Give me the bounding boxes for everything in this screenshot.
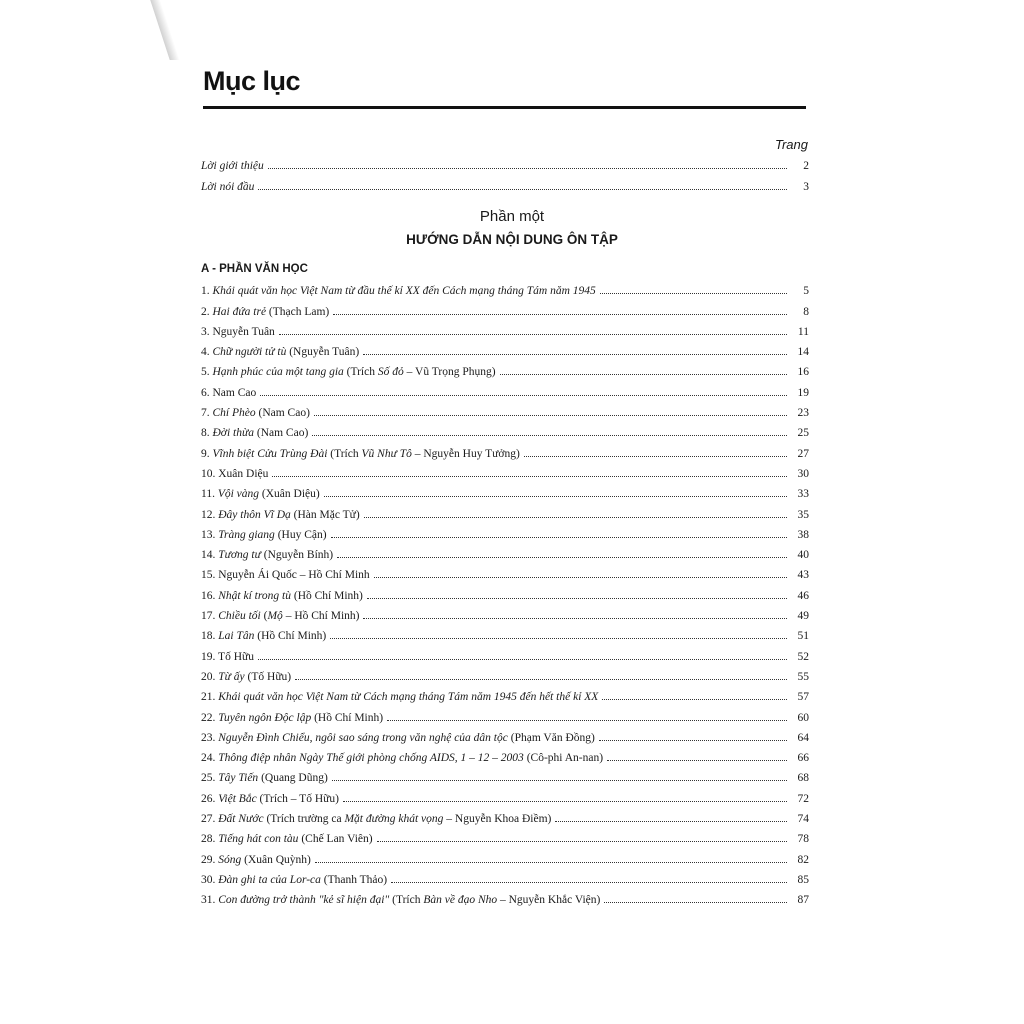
dot-leader [604, 901, 787, 903]
toc-entry-text: (Trích trường ca [263, 813, 345, 826]
toc-entry-text: 22. [201, 711, 219, 724]
dot-leader [363, 617, 787, 619]
dot-leader [363, 353, 787, 355]
dot-leader [331, 536, 787, 538]
toc-row [201, 846, 809, 866]
dot-leader [330, 637, 787, 639]
dot-leader [314, 414, 787, 416]
toc-entry-text: (Xuân Diệu) [259, 488, 320, 501]
toc-entry-text: (Nguyễn Tuân) [286, 346, 360, 359]
toc-entry-text: (Hàn Mặc Tử) [290, 508, 360, 521]
dot-leader [312, 434, 787, 436]
toc-entry-text: Tràng giang [218, 528, 275, 541]
toc-page-number: 23 [797, 407, 809, 420]
toc-entry-text: (Nguyễn Bính) [260, 549, 334, 562]
title-underline [203, 106, 806, 109]
toc-entry-text: Lời giới thiệu [201, 160, 264, 173]
toc-row [201, 664, 809, 684]
dot-leader [337, 556, 787, 558]
toc-entry-text: 15. Nguyễn Ái Quốc – Hồ Chí Minh [201, 569, 370, 582]
toc-entry-list [201, 278, 809, 907]
toc-entry-title [201, 771, 328, 785]
toc-entry-text: Chiều tối [218, 610, 261, 623]
toc-entry-title [201, 487, 320, 501]
toc-page-number: 19 [797, 386, 809, 399]
toc-page-number: 3 [803, 180, 809, 193]
toc-entry-text: (Quang Dũng) [258, 772, 328, 785]
toc-entry-text: Thông điệp nhân Ngày Thế giới phòng chống AIDS, 1 – 12 – 2003 [218, 752, 524, 765]
toc-row [201, 887, 809, 907]
toc-page-number: 5 [803, 285, 809, 298]
toc-page-number: 66 [797, 752, 809, 765]
toc-entry-text: 17. [201, 610, 219, 623]
toc-entry-title [201, 853, 311, 867]
part-label: Phần một [479, 208, 545, 225]
toc-page-number: 27 [797, 447, 809, 460]
toc-entry-title [201, 792, 339, 806]
toc-entry-title [201, 832, 373, 846]
toc-entry-text: Sóng [218, 853, 242, 866]
toc-page-number: 57 [797, 691, 809, 704]
toc-entry-text: Vĩnh biệt Cửu Trùng Đài [212, 447, 328, 460]
toc-row [201, 359, 809, 379]
toc-entry-title [201, 467, 268, 481]
toc-row [201, 481, 809, 501]
dot-leader [599, 739, 787, 741]
toc-row [201, 542, 809, 562]
toc-entry-text: 25. [201, 772, 219, 785]
dot-leader [258, 658, 787, 660]
toc-page-number: 46 [797, 589, 809, 602]
toc-entry-text: – Vũ Trọng Phụng) [403, 366, 496, 379]
dot-leader [258, 188, 787, 190]
toc-row [201, 867, 809, 887]
toc-entry-text: 20. [201, 670, 219, 683]
toc-entry-text: Số đỏ [377, 366, 404, 379]
page-edge-shadow [150, 0, 179, 60]
toc-page-number: 2 [803, 160, 809, 173]
toc-page-number: 82 [797, 853, 809, 866]
toc-page-number: 51 [797, 630, 809, 643]
toc-entry-text: (Hồ Chí Minh) [311, 711, 384, 724]
toc-row [201, 461, 809, 481]
toc-entry-title [201, 305, 329, 319]
toc-row [201, 765, 809, 785]
toc-entry-text: – Hồ Chí Minh) [282, 610, 360, 623]
toc-page-number: 74 [797, 813, 809, 826]
toc-entry-text: 2. [201, 305, 213, 318]
toc-entry-title [201, 528, 327, 542]
toc-page-number: 68 [797, 772, 809, 785]
toc-entry-text: Hai đứa trẻ [212, 305, 267, 318]
dot-leader [333, 313, 787, 315]
page-title: Mục lục [203, 66, 301, 96]
dot-leader [387, 719, 787, 721]
section-title: A - PHẦN VĂN HỌC [201, 263, 308, 275]
toc-page-number: 40 [797, 549, 809, 562]
toc-entry-text: 8. [201, 427, 213, 440]
toc-entry-text: 31. [201, 894, 219, 907]
toc-entry-title [201, 447, 520, 461]
toc-entry-text: (Trích – Tố Hữu) [256, 792, 339, 805]
toc-entry-text: Vội vàng [217, 488, 260, 501]
toc-entry-title [201, 180, 254, 194]
toc-entry-text: 16. [201, 589, 219, 602]
toc-row [201, 339, 809, 359]
toc-row [201, 379, 809, 399]
dot-leader [377, 840, 787, 842]
toc-entry-text: 26. [201, 792, 219, 805]
dot-leader [555, 820, 787, 822]
toc-page-number: 87 [797, 894, 809, 907]
toc-entry-text: Đời thừa [212, 427, 254, 440]
toc-entry-text: Lai Tân [218, 630, 255, 643]
toc-entry-text: (Nam Cao) [255, 407, 310, 420]
toc-entry-title [201, 508, 360, 522]
toc-entry-title [201, 159, 264, 173]
toc-entry-text: – Nguyễn Khoa Điềm) [443, 813, 552, 826]
toc-entry-text: Con đường trở thành "kẻ sĩ hiện đại" [218, 894, 390, 907]
dot-leader [607, 759, 787, 761]
dot-leader [315, 861, 787, 863]
toc-entry-text: Hạnh phúc của một tang gia [212, 366, 344, 379]
toc-entry-text: Việt Bắc [218, 792, 257, 805]
toc-page-number: 38 [797, 528, 809, 541]
front-matter-list [201, 153, 809, 194]
toc-entry-text: 30. [201, 873, 219, 886]
toc-row [201, 278, 809, 298]
toc-entry-title [201, 690, 598, 704]
toc-entry-title [201, 589, 363, 603]
toc-entry-title [201, 325, 275, 339]
toc-row [201, 440, 809, 460]
toc-entry-title [201, 365, 496, 379]
toc-row [201, 704, 809, 724]
toc-entry-text: (Hồ Chí Minh) [290, 589, 363, 602]
toc-entry-title [201, 711, 383, 725]
dot-leader [279, 333, 787, 335]
toc-entry-text: Đàn ghi ta của Lor-ca [218, 873, 321, 886]
toc-page-number: 43 [797, 569, 809, 582]
toc-row [201, 826, 809, 846]
dot-leader [272, 475, 787, 477]
toc-row [201, 298, 809, 318]
toc-row [201, 643, 809, 663]
toc-entry-text: Chí Phèo [212, 407, 256, 420]
toc-entry-title [201, 609, 359, 623]
toc-entry-text: 21. [201, 691, 219, 704]
dot-leader [295, 678, 787, 680]
toc-row [201, 684, 809, 704]
toc-entry-text: Khái quát văn học Việt Nam từ Cách mạng tháng Tám năm 1945 đến hết thế kỉ XX [218, 691, 599, 704]
dot-leader [332, 779, 787, 781]
toc-row [201, 562, 809, 582]
toc-entry-text: 1. [201, 285, 213, 298]
toc-page-number: 25 [797, 427, 809, 440]
toc-entry-text: (Cô-phi An-nan) [523, 752, 604, 765]
toc-page-number: 8 [803, 305, 809, 318]
toc-entry-title [201, 548, 333, 562]
toc-entry-text: (Hồ Chí Minh) [254, 630, 327, 643]
dot-leader [364, 516, 787, 518]
toc-row [201, 400, 809, 420]
toc-entry-text: (Chế Lan Viên) [298, 833, 373, 846]
toc-entry-text: Tây Tiến [218, 772, 259, 785]
toc-entry-text: 28. [201, 833, 219, 846]
toc-entry-text: Đất Nước [218, 813, 264, 826]
toc-entry-title [201, 386, 256, 400]
toc-entry-text: Mộ [267, 610, 283, 623]
toc-entry-text: (Thạch Lam) [266, 305, 330, 318]
toc-entry-text: Khái quát văn học Việt Nam từ đầu thế kỉ XX đến Cách mạng tháng Tám năm 1945 [212, 285, 596, 298]
toc-row [201, 582, 809, 602]
toc-entry-text: Tiếng hát con tàu [218, 833, 299, 846]
toc-page-number: 60 [797, 711, 809, 724]
toc-entry-title [201, 731, 595, 745]
toc-page-number: 30 [797, 467, 809, 480]
toc-entry-title [201, 751, 603, 765]
toc-entry-text: 7. [201, 407, 213, 420]
dot-leader [391, 881, 787, 883]
toc-page-number: 52 [797, 650, 809, 663]
toc-entry-text: (Huy Cận) [274, 528, 327, 541]
page-column-label: Trang [775, 137, 808, 152]
toc-entry-text: (Thanh Thảo) [320, 873, 388, 886]
toc-row [201, 173, 809, 193]
toc-row [201, 319, 809, 339]
toc-entry-text: (Trích [389, 894, 424, 907]
dot-leader [268, 167, 787, 169]
dot-leader [260, 394, 787, 396]
dot-leader [343, 800, 787, 802]
toc-row [201, 153, 809, 173]
dot-leader [500, 373, 787, 375]
toc-row [201, 501, 809, 521]
toc-page-number: 33 [797, 488, 809, 501]
toc-entry-text: 10. Xuân Diệu [201, 467, 269, 480]
toc-entry-text: ( [260, 610, 268, 623]
toc-entry-text: (Trích [343, 366, 378, 379]
toc-entry-title [201, 629, 326, 643]
toc-entry-title [201, 284, 596, 298]
toc-entry-text: 12. [201, 508, 219, 521]
toc-entry-text: Tương tư [218, 549, 261, 562]
toc-entry-text: (Nam Cao) [253, 427, 309, 440]
toc-entry-text: Đây thôn Vĩ Dạ [218, 508, 291, 521]
toc-entry-title [201, 812, 551, 826]
toc-entry-text: 23. [201, 731, 219, 744]
toc-entry-title [201, 345, 359, 359]
toc-entry-title [201, 426, 308, 440]
dot-leader [367, 597, 787, 599]
toc-page-number: 72 [797, 792, 809, 805]
toc-entry-text: Bàn về đạo Nho [423, 894, 498, 907]
toc-entry-text: Chữ người tử tù [212, 346, 287, 359]
toc-row [201, 522, 809, 542]
toc-entry-text: 13. [201, 528, 219, 541]
dot-leader [602, 698, 787, 700]
toc-row [201, 785, 809, 805]
toc-entry-title [201, 893, 600, 907]
toc-entry-text: 6. Nam Cao [201, 386, 257, 399]
toc-entry-text: 9. [201, 447, 213, 460]
toc-entry-text: 19. Tố Hữu [201, 650, 254, 663]
toc-entry-text: Vũ Như Tô [361, 447, 412, 460]
toc-page-number: 55 [797, 670, 809, 683]
toc-entry-title [201, 406, 310, 420]
toc-entry-text: 11. [201, 488, 218, 501]
dot-leader [324, 495, 787, 497]
toc-entry-text: Nguyễn Đình Chiểu, ngôi sao sáng trong văn nghệ của dân tộc [218, 731, 508, 744]
toc-entry-text: 5. [201, 366, 213, 379]
toc-row [201, 420, 809, 440]
toc-row [201, 603, 809, 623]
dot-leader [374, 576, 787, 578]
toc-entry-title [201, 873, 387, 887]
toc-row [201, 745, 809, 765]
dot-leader [524, 455, 787, 457]
toc-entry-text: (Xuân Quỳnh) [241, 853, 311, 866]
dot-leader [600, 292, 787, 294]
toc-entry-text: 14. [201, 549, 219, 562]
toc-page-number: 49 [797, 610, 809, 623]
toc-page-number: 11 [797, 325, 809, 338]
toc-row [201, 623, 809, 643]
toc-entry-text: (Tố Hữu) [244, 670, 292, 683]
toc-entry-text: Tuyên ngôn Độc lập [218, 711, 312, 724]
toc-page-number: 64 [797, 731, 809, 744]
toc-entry-text: 27. [201, 813, 219, 826]
toc-page-number: 14 [797, 346, 809, 359]
toc-entry-text: Mặt đường khát vọng [344, 813, 444, 826]
toc-page-number: 35 [797, 508, 809, 521]
toc-row [201, 806, 809, 826]
toc-entry-text: Lời nói đầu [201, 180, 255, 193]
toc-entry-text: 4. [201, 346, 213, 359]
toc-entry-text: 29. [201, 853, 219, 866]
toc-entry-title [201, 568, 370, 582]
toc-entry-text: 24. [201, 752, 219, 765]
part-title: HƯỚNG DẪN NỘI DUNG ÔN TẬP [406, 232, 618, 247]
toc-entry-text: (Phạm Văn Đồng) [507, 731, 595, 744]
toc-entry-text: 18. [201, 630, 219, 643]
toc-entry-text: (Trích [327, 447, 362, 460]
toc-entry-title [201, 650, 254, 664]
toc-entry-text: – Nguyễn Khắc Viện) [497, 894, 601, 907]
toc-page-number: 85 [797, 873, 809, 886]
toc-entry-text: Nhật kí trong tù [218, 589, 291, 602]
toc-row [201, 725, 809, 745]
toc-entry-title [201, 670, 291, 684]
toc-entry-text: Từ ấy [218, 670, 245, 683]
toc-entry-text: 3. Nguyễn Tuân [201, 325, 275, 338]
toc-entry-text: – Nguyễn Huy Tưởng) [411, 447, 520, 460]
toc-page-number: 78 [797, 833, 809, 846]
toc-page-number: 16 [797, 366, 809, 379]
